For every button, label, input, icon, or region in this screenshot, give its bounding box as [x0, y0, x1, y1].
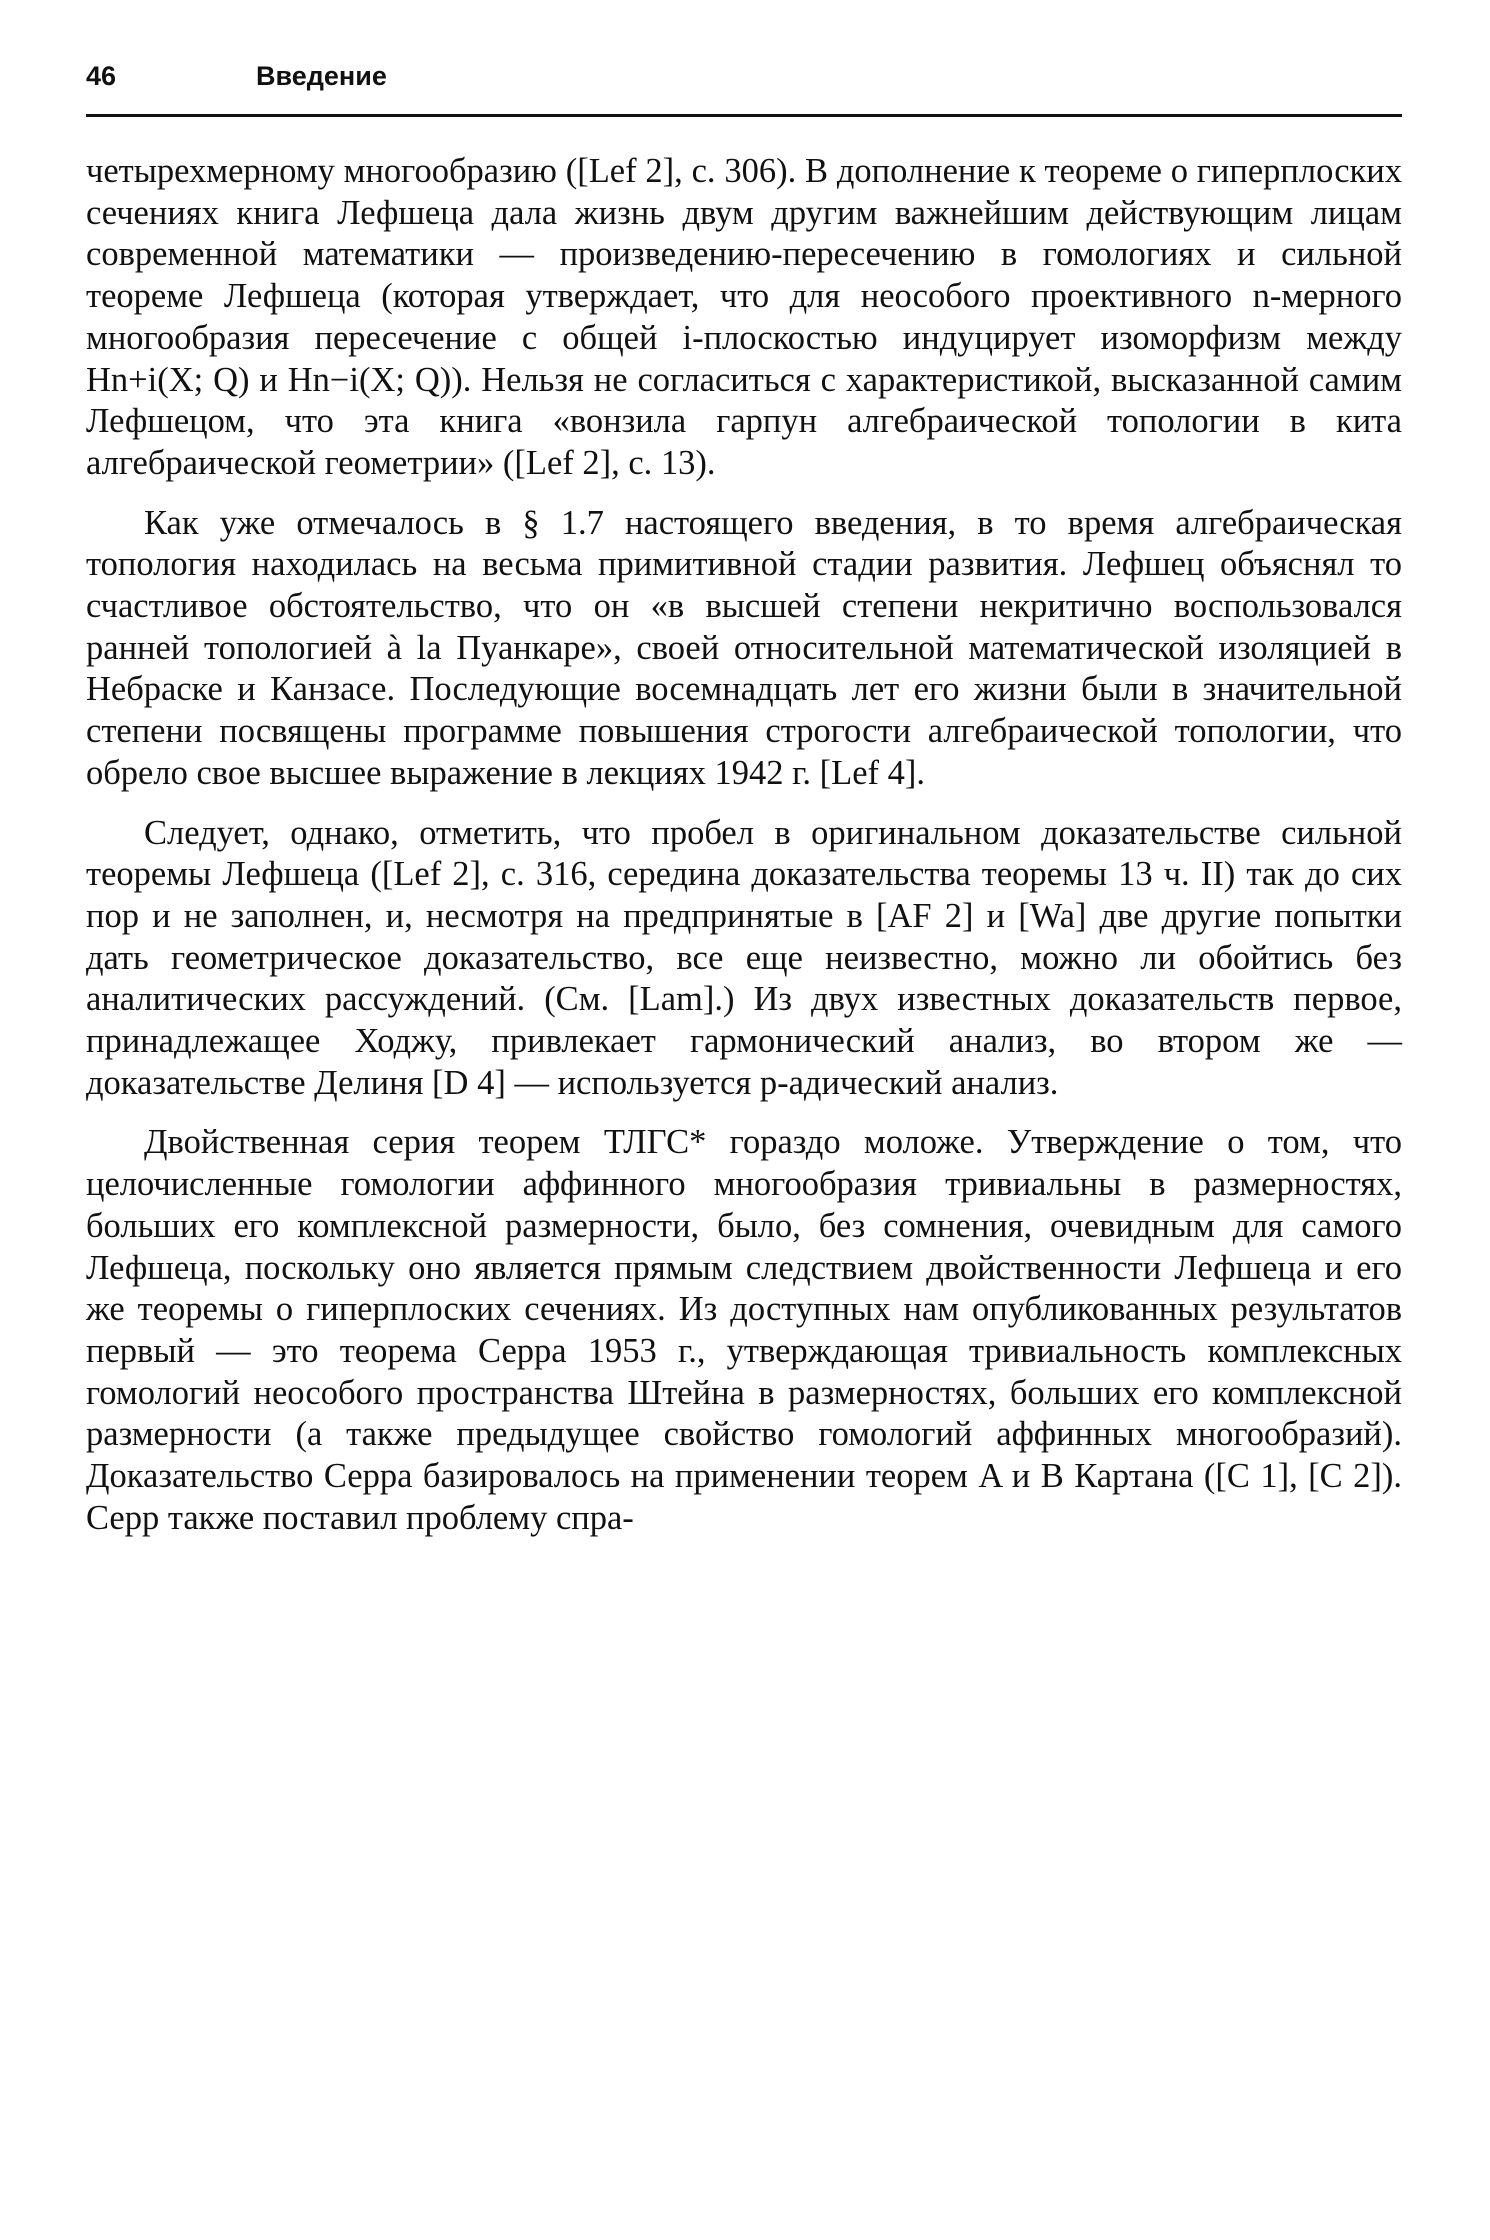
- page-number: 46: [86, 61, 117, 91]
- running-head: [86, 56, 1402, 96]
- paragraph-1: четырехмерному многообразию ([Lef 2], с. 306). В дополнение к теореме о гиперплоских сечениях книга Лефшеца дала жизнь двум другим важнейшим действующим лицам современной математики — произведению-пересечению в гомологиях и сильной теореме Лефшеца (которая утверждает, что для неособого проективного n-мерного многообразия пересечение с общей i-плоскостью индуцирует изоморфизм между Hn+i(X; Q) и Hn−i(X; Q)). Нельзя не согласиться с характеристикой, высказанной самим Лефшецом, что эта книга «вонзила гарпун алгебраической топологии в кита алгебраической геометрии» ([Lef 2], с. 13).: [86, 152, 1402, 482]
- body-text: [86, 151, 1402, 1540]
- paragraph-2: Как уже отмечалось в § 1.7 настоящего введения, в то время алгебраическая топология находилась на весьма примитивной стадии развития. Лефшец объяснял то счастливое обстоятельство, что он «в высшей степени некритично воспользовался ранней топологией à la Пуанкаре», своей относительной математической изоляцией в Небраске и Канзасе. Последующие восемнадцать лет его жизни были в значительной степени посвящены программе повышения строгости алгебраической топологии, что обрело свое высшее выражение в лекциях 1942 г. [Lef 4].: [86, 503, 1402, 792]
- section-title: Введение: [256, 61, 387, 91]
- header-rule: [86, 114, 1402, 117]
- book-page: [86, 56, 1402, 1558]
- paragraph-4: Двойственная серия теорем ТЛГС* гораздо моложе. Утверждение о том, что целочисленные гомологии аффинного многообразия тривиальны в размерностях, больших его комплексной размерности, было, без сомнения, очевидным для самого Лефшеца, поскольку оно является прямым следствием двойственности Лефшеца и его же теоремы о гиперплоских сечениях. Из доступных нам опубликованных результатов первый — это теорема Серра 1953 г., утверждающая тривиальность комплексных гомологий неособого пространства Штейна в размерностях, больших его комплексной размерности (а также предыдущее свойство гомологий аффинных многообразий). Доказательство Серра базировалось на применении теорем A и B Картана ([C 1], [C 2]). Серр также поставил проблему спра-: [86, 1123, 1402, 1537]
- paragraph-3: Следует, однако, отметить, что пробел в оригинальном доказательстве сильной теоремы Лефшеца ([Lef 2], с. 316, середина доказательства теоремы 13 ч. II) так до сих пор и не заполнен, и, несмотря на предпринятые в [AF 2] и [Wa] две другие попытки дать геометрическое доказательство, все еще неизвестно, можно ли обойтись без аналитических рассуждений. (См. [Lam].) Из двух известных доказательств первое, принадлежащее Ходжу, привлекает гармонический анализ, во втором же — доказательстве Делиня [D 4] — используется p-адический анализ.: [86, 813, 1402, 1102]
